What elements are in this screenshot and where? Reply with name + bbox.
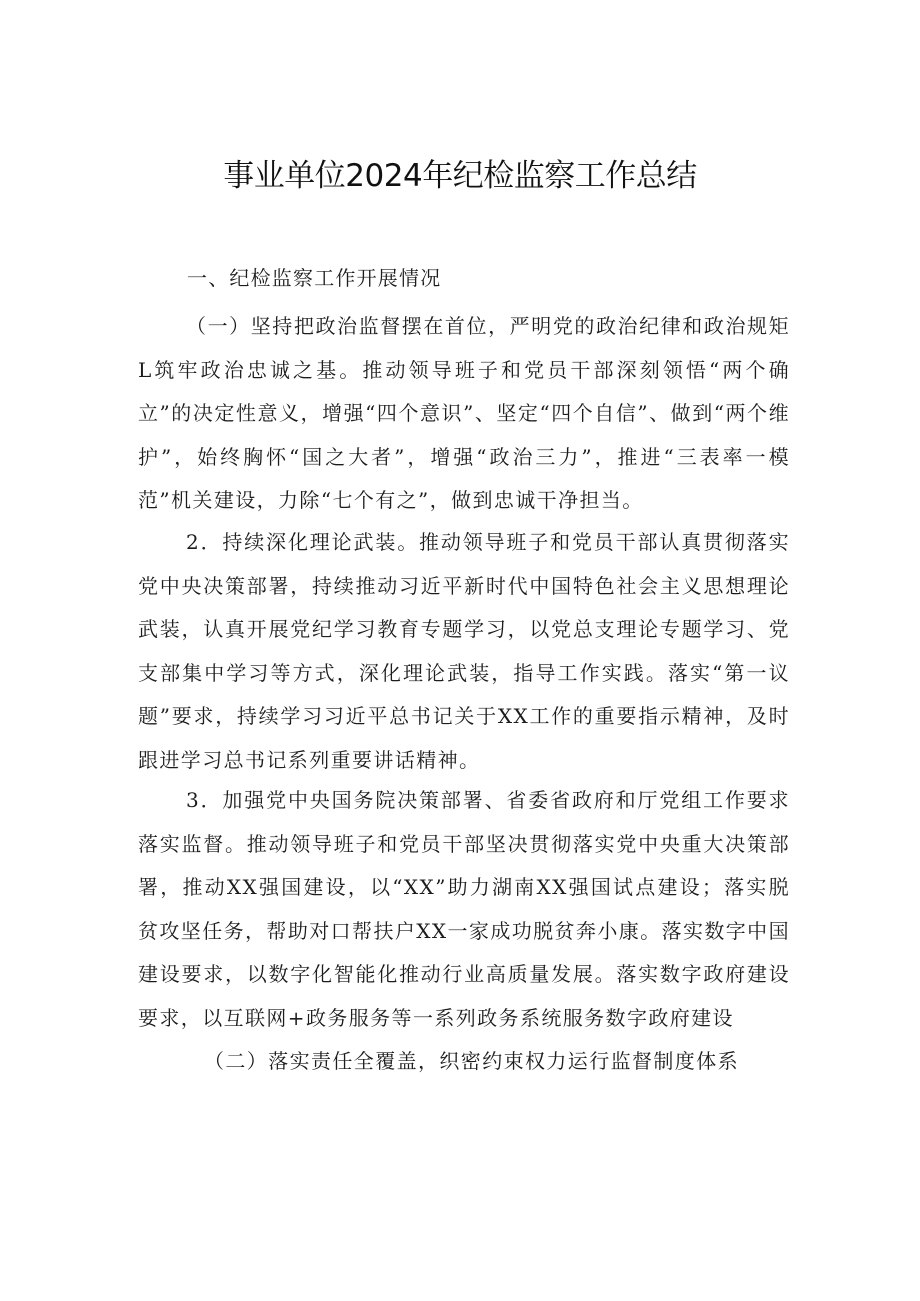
paragraph-policy-implementation: 3．加强党中央国务院决策部署、省委省政府和厅党组工作要求落实监督。推动领导班子和党员干部坚决贯彻落实党中央重大决策部署，推动XX强国建设，以“XX”助力湖南XX强国试点建设；落实脱贫攻坚任务，帮助对口帮扶户XX一家成功脱贫奔小康。落实数字中国建设要求，以数字化智能化推动行业高质量发展。落实数字政府建设要求，以互联网+政务服务等一系列政务系统服务数字政府建设 bbox=[138, 788, 790, 1030]
paragraph-responsibility-coverage: （二）落实责任全覆盖，织密约束权力运行监督制度体系 bbox=[204, 1049, 739, 1073]
document-title: 事业单位2024年纪检监察工作总结 bbox=[223, 158, 697, 194]
section-heading: 一、纪检监察工作开展情况 bbox=[187, 266, 442, 290]
paragraph-theory-study: 2．持续深化理论武装。推动领导班子和党员干部认真贯彻落实党中央决策部署，持续推动习近平新时代中国特色社会主义思想理论武装，认真开展党纪学习教育专题学习，以党总支理论专题学习、党支部集中学习等方式，深化理论武装，指导工作实践。落实“第一议题”要求，持续学习习近平总书记关于XX工作的重要指示精神，及时跟进学习总书记系列重要讲话精神。 bbox=[138, 530, 790, 772]
paragraph-political-supervision: （一）坚持把政治监督摆在首位，严明党的政治纪律和政治规矩L筑牢政治忠诚之基。推动领导班子和党员干部深刻领悟“两个确立”的决定性意义，增强“四个意识”、坚定“四个自信”、做到“两个维护”，始终胸怀“国之大者”，增强“政治三力”，推进“三表率一模范”机关建设，力除“七个有之”，做到忠诚干净担当。 bbox=[138, 314, 790, 512]
